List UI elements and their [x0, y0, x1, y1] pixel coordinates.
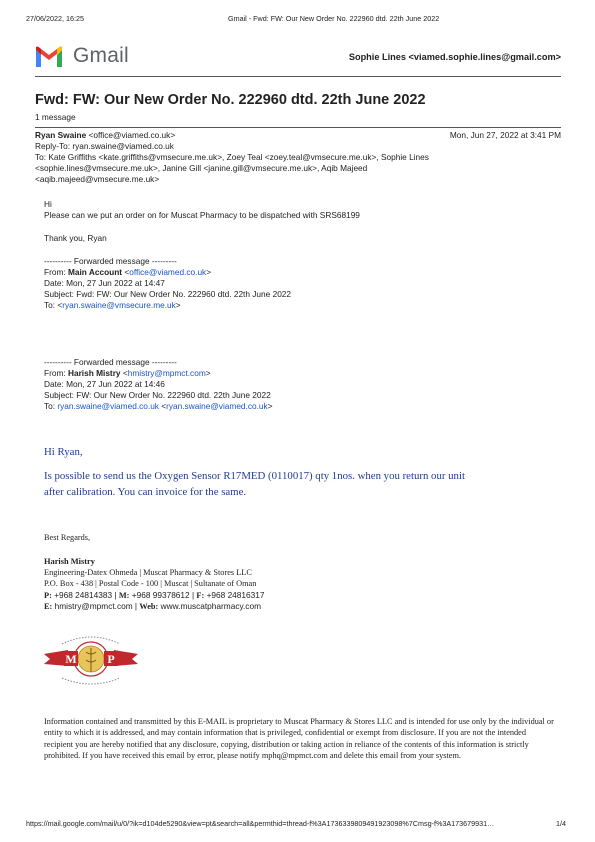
sig-w-value: www.muscatpharmacy.com — [158, 601, 261, 611]
fwd2-from-email-link[interactable]: hmistry@mpmct.com — [127, 368, 206, 378]
quoted-greeting: Hi Ryan, — [44, 446, 83, 458]
sender-line — [35, 130, 175, 141]
fwd1-subject: Subject: Fwd: FW: Our New Order No. 222960 dtd. 22th June 2022 — [44, 289, 292, 299]
body-order-request: Please can we put an order on for Muscat Pharmacy to be dispatched with SRS68199 — [44, 210, 360, 220]
reply-to: Reply-To: ryan.swaine@viamed.co.uk — [35, 141, 174, 151]
fwd1-from-email-link[interactable]: office@viamed.co.uk — [129, 267, 207, 277]
subject-divider — [35, 127, 561, 128]
logo-letter-m: M — [65, 652, 77, 666]
fwd2-from-label: From: — [44, 368, 68, 378]
recipients-line-1: To: Kate Griffiths <kate.griffiths@vmsecure.me.uk>, Zoey Teal <zoey.teal@vmsecure.me.uk>, Sophie Lines — [35, 152, 429, 162]
fwd2-to-email-link-2[interactable]: ryan.swaine@viamed.co.uk — [166, 401, 268, 411]
print-title: Gmail - Fwd: FW: Our New Order No. 222960 dtd. 22th June 2022 — [228, 14, 440, 23]
fwd1-to-label: To: — [44, 300, 58, 310]
message-date: Mon, Jun 27, 2022 at 3:41 PM — [449, 130, 561, 140]
sender-name: Ryan Swaine — [35, 130, 87, 140]
fwd1-to-email-link[interactable]: ryan.swaine@vmsecure.me.uk — [62, 300, 176, 310]
recipients-line-3: <aqib.majeed@vmsecure.me.uk> — [35, 174, 160, 184]
print-datetime: 27/06/2022, 16:25 — [26, 14, 84, 23]
muscat-pharmacy-logo-icon — [42, 630, 140, 692]
sig-e-label: E: — [44, 602, 53, 611]
signature-contact — [44, 601, 261, 611]
sig-p-value: +968 24814383 | — [51, 590, 119, 600]
signature-regards: Best Regards, — [44, 533, 91, 542]
sig-m-label: M: — [118, 591, 130, 600]
fwd2-header: ---------- Forwarded message --------- — [44, 357, 177, 367]
fwd1-date: Date: Mon, 27 Jun 2022 at 14:47 — [44, 278, 165, 288]
fwd2-from: From: Harish Mistry <hmistry@mpmct.com> — [44, 368, 211, 378]
fwd1-from-label: From: — [44, 267, 68, 277]
fwd2-to: To: ryan.swaine@viamed.co.uk <ryan.swaine@viamed.co.uk> — [44, 401, 273, 411]
logo-letter-p: P — [107, 652, 115, 666]
sender-email: <office@viamed.co.uk> — [86, 130, 176, 140]
signature-department: Engineering-Datex Ohmeda | Muscat Pharmacy & Stores LLC — [44, 568, 252, 577]
quoted-request-line-2: after calibration. You can invoice for the same. — [44, 486, 247, 498]
sig-f-value: +968 24816317 — [204, 590, 265, 600]
gmail-logo-icon — [34, 45, 64, 69]
fwd1-to: To: <ryan.swaine@vmsecure.me.uk> — [44, 300, 181, 310]
fwd2-date: Date: Mon, 27 Jun 2022 at 14:46 — [44, 379, 165, 389]
sig-e-value: hmistry@mpmct.com | — [52, 601, 140, 611]
signature-phones — [44, 590, 264, 600]
email-disclaimer: Information contained and transmitted by this E-MAIL is proprietary to Muscat Pharmacy & Stores LLC and is intended for use only by the individual or entity to which it is addressed, and may contain information that is privileged, confidential or exempt from disclosure. If you are not the intended recipient you are hereby notified that any disclosure, copying, distribution or taking action in reliance of the contents of this information is strictly prohibited. If you have received this email by error, please notify mphq@mpmct.com and delete this email from your system. — [44, 717, 554, 760]
sig-m-value: +968 99378612 | — [129, 590, 197, 600]
recipients-line-2: <sophie.lines@vmsecure.me.uk>, Janine Gill <janine.gill@vmsecure.me.uk>, Aqib Majeed — [35, 163, 368, 173]
header-divider — [35, 76, 561, 77]
fwd2-to-label: To: — [44, 401, 58, 411]
gmail-wordmark: Gmail — [73, 44, 129, 67]
fwd1-from: From: Main Account <office@viamed.co.uk> — [44, 267, 212, 277]
signature-name: Harish Mistry — [44, 557, 95, 566]
message-count: 1 message — [35, 112, 76, 122]
fwd1-from-name: Main Account — [67, 267, 123, 277]
print-page-number: 1/4 — [556, 819, 566, 828]
thread-subject: Fwd: FW: Our New Order No. 222960 dtd. 22th June 2022 — [35, 92, 426, 108]
quoted-request-line-1: Is possible to send us the Oxygen Sensor R17MED (0110017) qty 1nos. when you return our unit — [44, 470, 465, 482]
fwd2-to-email-link[interactable]: ryan.swaine@viamed.co.uk — [57, 401, 159, 411]
body-greeting: Hi — [44, 199, 52, 209]
fwd2-subject: Subject: FW: Our New Order No. 222960 dtd. 22th June 2022 — [44, 390, 271, 400]
sig-p-label: P: — [44, 591, 52, 600]
body-thanks: Thank you, Ryan — [44, 233, 107, 243]
sig-f-label: F: — [196, 591, 205, 600]
fwd2-from-name: Harish Mistry — [67, 368, 121, 378]
sig-w-label: Web: — [139, 602, 159, 611]
print-footer-url: https://mail.google.com/mail/u/0/?ik=d104de5290&view=pt&search=all&permthid=thread-f%3A1736339809491923098%7Cmsg-f%3A173679931… — [26, 819, 495, 828]
fwd1-header: ---------- Forwarded message --------- — [44, 256, 177, 266]
signature-address: P.O. Box - 438 | Postal Code - 100 | Muscat | Sultanate of Oman — [44, 579, 257, 588]
account-email: Sophie Lines <viamed.sophie.lines@gmail.com> — [348, 52, 561, 62]
